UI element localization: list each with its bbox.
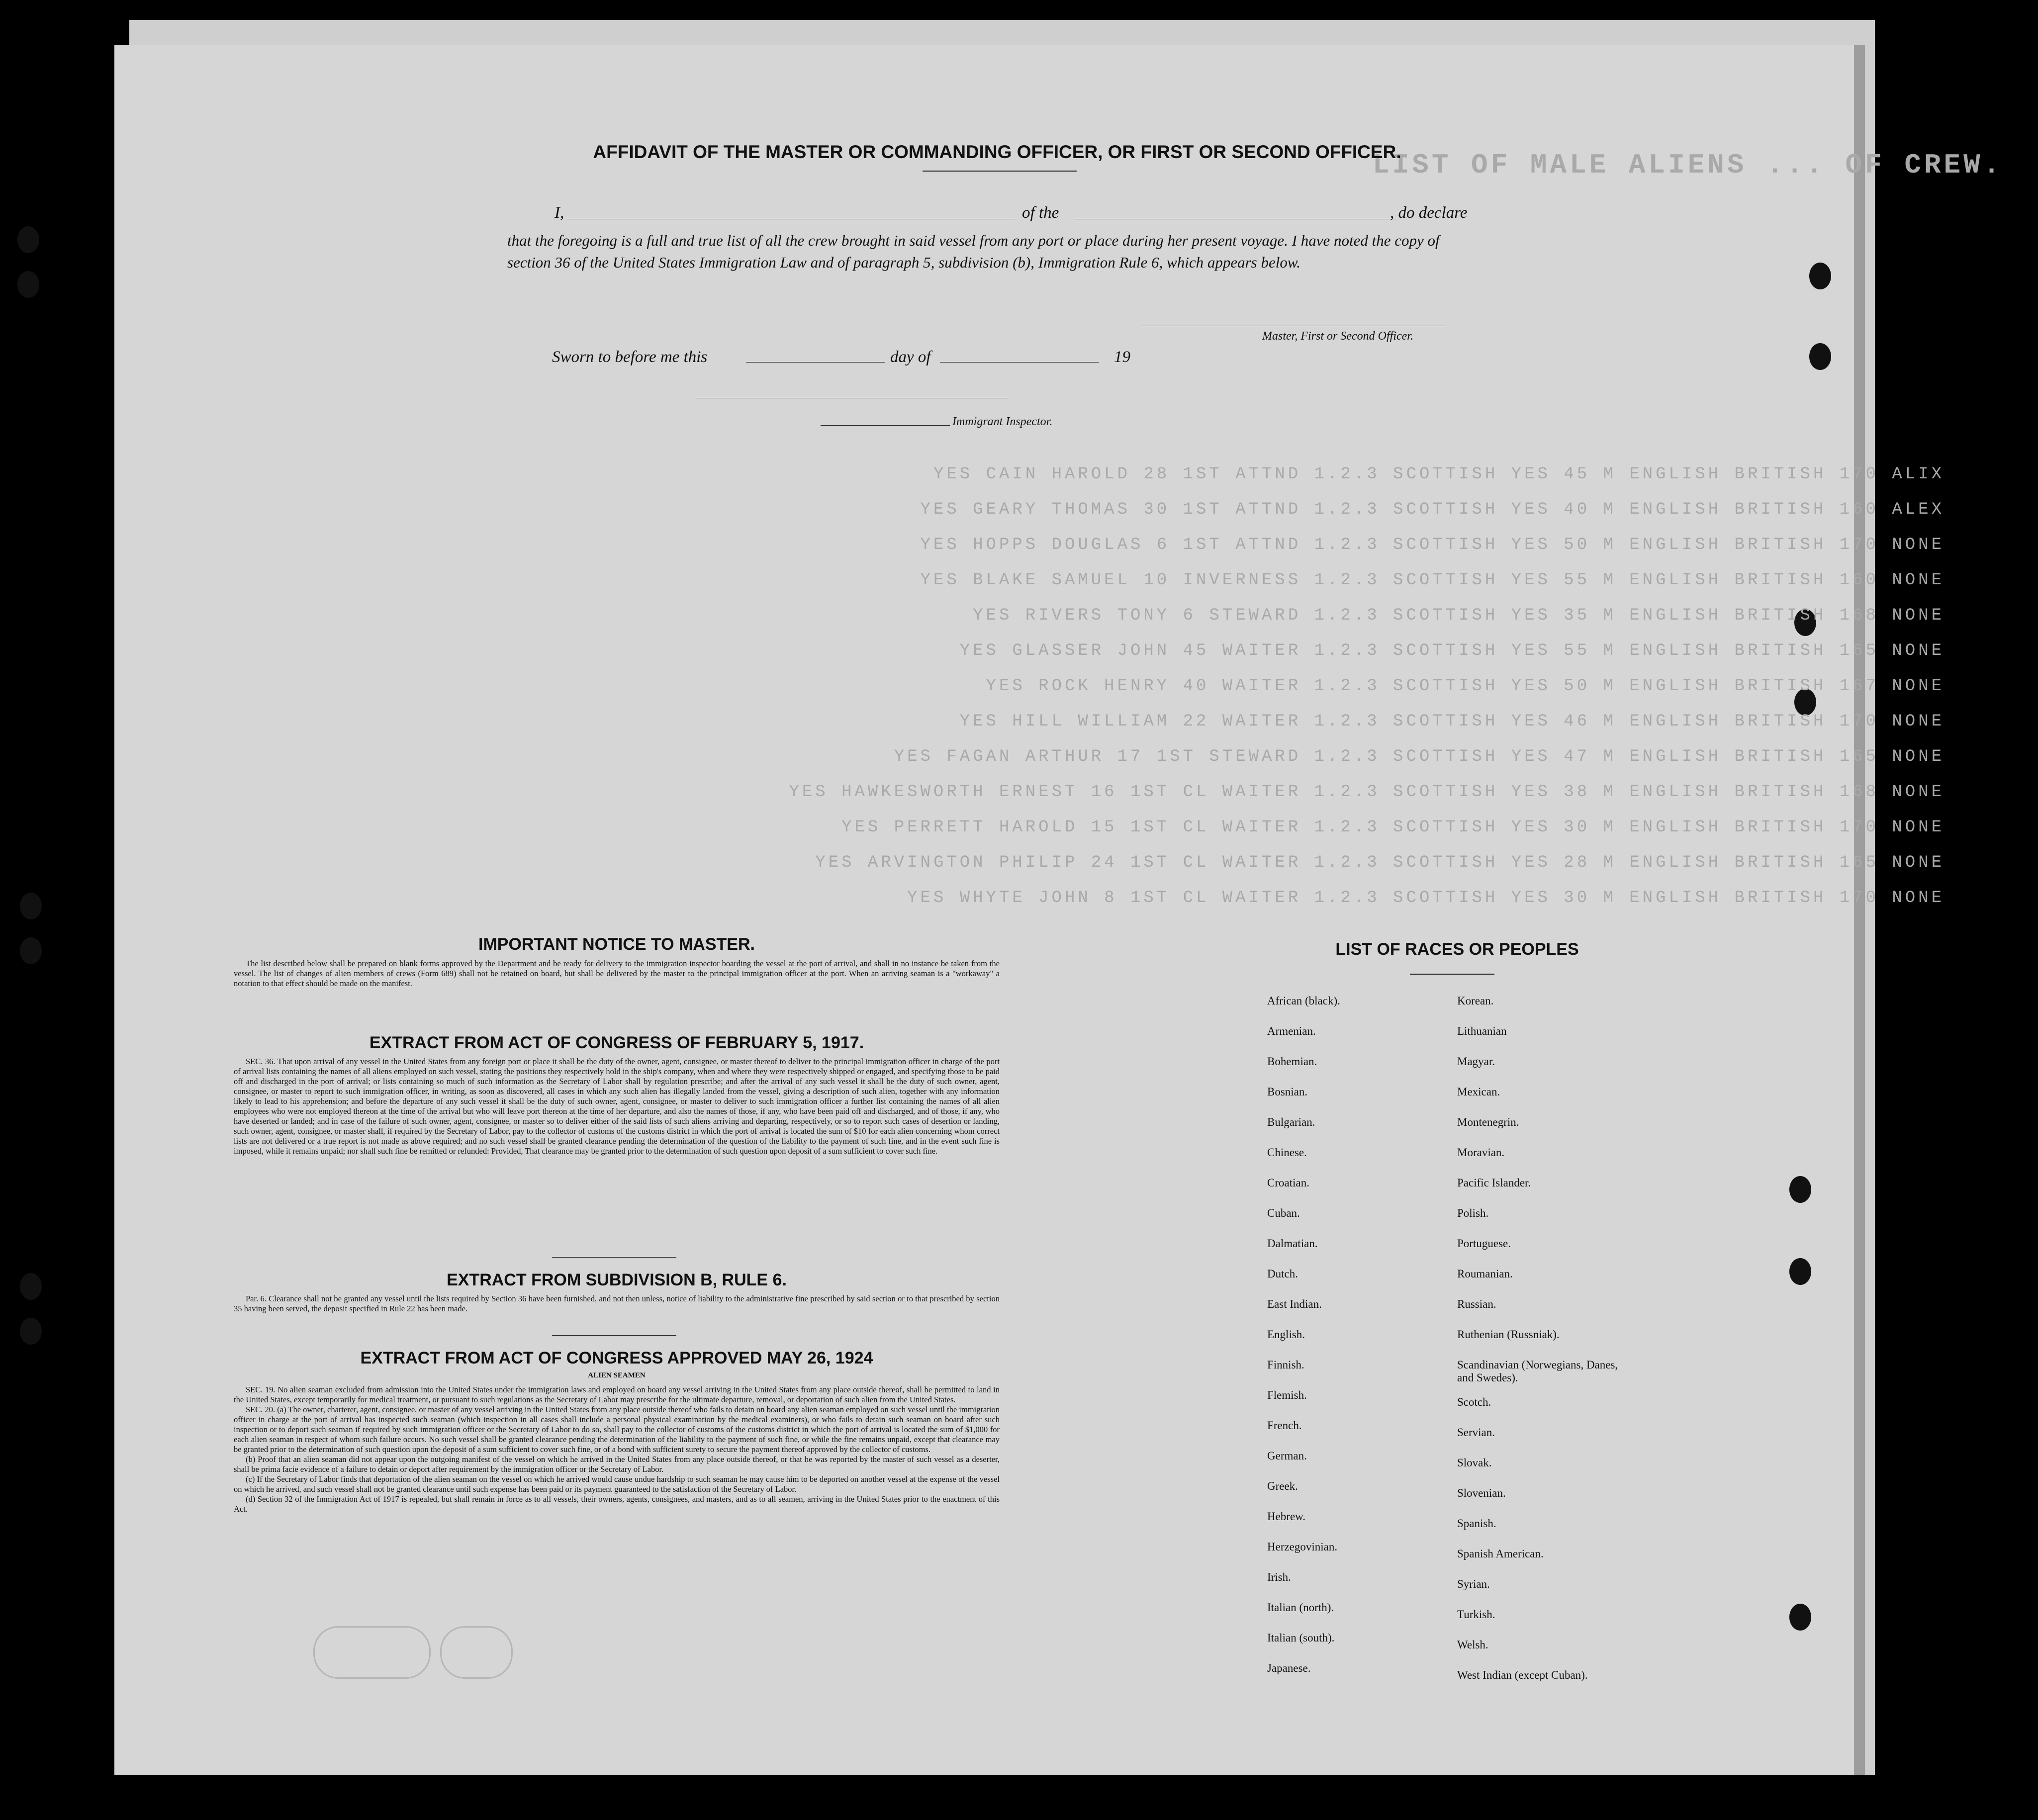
race-item: Mexican. [1457,1086,1500,1098]
bleed-through-row: YES CAIN HAROLD 28 1ST ATTND 1.2.3 SCOTTISH YES 45 M ENGLISH BRITISH 170 ALIX [933,465,1945,484]
race-item: Italian (north). [1267,1601,1334,1614]
sworn-day-line [746,362,885,363]
page-edge-shadow [1854,45,1865,1775]
race-item: West Indian (except Cuban). [1457,1669,1588,1681]
bleed-through-row: YES ARVINGTON PHILIP 24 1ST CL WAITER 1.2.3 SCOTTISH YES 28 M ENGLISH BRITISH 165 NONE [815,853,1945,872]
bleed-through-heading: LIST OF MALE ALIENS ... OF CREW. [1373,149,2003,181]
inspector-line-short [821,425,950,426]
bleed-through-row: YES ROCK HENRY 40 WAITER 1.2.3 SCOTTISH YES 50 M ENGLISH BRITISH 167 NONE [986,677,1945,696]
punch-hole [20,937,42,964]
race-item: Bohemian. [1267,1055,1317,1068]
race-item: Scotch. [1457,1396,1491,1408]
divider [552,1257,676,1258]
race-item: Japanese. [1267,1662,1311,1674]
race-item: Spanish American. [1457,1547,1544,1560]
race-item: Croatian. [1267,1177,1309,1189]
affidavit-title: AFFIDAVIT OF THE MASTER OR COMMANDING OFFICER, OR FIRST OR SECOND OFFICER. [593,142,1401,162]
bleed-through-row: YES BLAKE SAMUEL 10 INVERNESS 1.2.3 SCOTTISH YES 55 M ENGLISH BRITISH 160 NONE [920,571,1945,590]
race-item: Moravian. [1457,1146,1505,1159]
punch-hole [20,1273,42,1300]
race-item: German. [1267,1450,1307,1462]
race-item: English. [1267,1328,1305,1341]
race-item: Welsh. [1457,1638,1488,1651]
race-item: Bulgarian. [1267,1116,1315,1128]
section-36-paragraph: SEC. 36. That upon arrival of any vessel in the United States from any foreign port or place it shall be the duty of the owner, agent, consignee, or master thereof to deliver to the principal immigration officer in charge of the port of arrival lists containing the names of all aliens employed on such vessel, stating the positions they respectively hold in the ship's company, when and where they were respectively shipped or engaged, and specifying those to be paid off and discharged in the port of arrival; or lists containing so much of such information as the Secretary of Labor shall by regulation prescribe; and after the arrival of any such vessel it shall be the duty of such owner, agent, consignee, or master to report to such immigration officer, in writing, as soon as discovered, all cases in which any such alien has illegally landed from the vessel, giving a description of such alien, together with any information likely to lead to his apprehension; and before the departure of any such vessel it shall be the duty of such owner, agent, consignee, or master to deliver to such immigration officer a further list containing the names of all alien employees who were not employed thereon at the time of the arrival but who will leave port thereon at the time of her departure, and also the names of those, if any, who have been paid off and discharged, and of those, if any, who have deserted or landed; and in case of the failure of such owner, agent, consignee, or master so to deliver either of the said lists of such aliens arriving and departing, respectively, or so to report such cases of desertion or landing, such owner, agent, consignee, or master shall, if required by the Secretary of Labor, pay to the collector of customs of the customs district in which the port of arrival is located the sum of $10 for each alien concerning whom correct lists are not delivered or a true report is not made as above required; and no such vessel shall be granted clearance pending the determination of the question of the liability to the payment of such fine, and in the event such fine is imposed, while it remains unpaid; nor shall such fine be remitted or refunded: Provided, That clearance may be granted prior to the determination of such question upon deposit of a sum sufficient to cover such fine. [234,1057,1000,1156]
divider [552,1335,676,1336]
punch-hole [1809,263,1831,289]
section-20d-paragraph: (d) Section 32 of the Immigration Act of 1917 is repealed, but shall remain in force as to all vessels, their owners, agents, consignees, and masters, and as to all seamen, arriving in the United States prior to the enactment of this Act. [234,1494,1000,1514]
section-20a-paragraph: SEC. 20. (a) The owner, charterer, agent, consignee, or master of any vessel arriving in the United States from any place outside thereof who fails to detain on board any alien seaman employed on such vessel until the immigration officer in charge at the port of arrival has inspected such seaman (which inspection in all cases shall include a personal physical examination by the medical examiners), or who fails to detain such seaman on board after such inspection or to deport such seaman if required by such immigration officer or the Secretary of Labor to do so, shall pay to the collector of customs of the customs district in which the port of arrival is located the sum of $1,000 for each alien seaman in respect of whom such failure occurs. No such vessel shall be granted clearance pending the determination of the liability to the payment of such fine, or while the fine remains unpaid, except that clearance may be granted prior to the determination of such question upon the deposit of a sum sufficient to cover such fine, or of a bond with sufficient surety to secure the payment thereof approved by the collector of customs. [234,1405,1000,1454]
race-item: Armenian. [1267,1025,1316,1037]
punch-hole [17,226,39,253]
faded-stamp [440,1626,513,1679]
race-item: Servian. [1457,1426,1495,1439]
year-label: 19 [1114,348,1130,366]
sworn-month-line [940,362,1099,363]
race-item: Spanish. [1457,1517,1496,1530]
race-item: Cuban. [1267,1207,1300,1219]
punch-hole [1789,1176,1811,1203]
extract-1917-text [234,1057,1000,1156]
race-item: Syrian. [1457,1578,1490,1590]
extract-rule6-text [234,1294,1000,1314]
bleed-through-row: YES PERRETT HAROLD 15 1ST CL WAITER 1.2.3 SCOTTISH YES 30 M ENGLISH BRITISH 170 NONE [841,818,1945,837]
section-19-paragraph: SEC. 19. No alien seaman excluded from admission into the United States under the immigration laws and employed on board any vessel arriving in the United States from any place outside thereof, shall be permitted to land in the United States, except temporarily for medical treatment, or pursuant to such regulations as the Secretary of Labor may prescribe for the ultimate departure, removal, or deportation of such alien from the United States. [234,1385,1000,1404]
races-title-underline [1410,974,1494,975]
punch-hole [1789,1258,1811,1285]
extract-1924-title: EXTRACT FROM ACT OF CONGRESS APPROVED MAY 26, 1924 [360,1349,873,1367]
race-item: African (black). [1267,995,1340,1007]
notice-title: IMPORTANT NOTICE TO MASTER. [478,935,755,954]
race-item: Herzegovinian. [1267,1541,1338,1553]
race-item: Hebrew. [1267,1510,1306,1523]
race-item: Flemish. [1267,1389,1307,1401]
race-item: Irish. [1267,1571,1291,1583]
race-item: Dalmatian. [1267,1237,1318,1250]
bleed-through-row: YES GLASSER JOHN 45 WAITER 1.2.3 SCOTTISH YES 55 M ENGLISH BRITISH 165 NONE [959,641,1945,660]
punch-hole [17,271,39,298]
document-page [114,45,1865,1775]
race-item: Lithuanian [1457,1025,1507,1037]
par-6-paragraph: Par. 6. Clearance shall not be granted any vessel until the lists required by Section 36 have been furnished, and not then unless, notice of liability to the administrative fine prescribed by said section or to that prescribed by section 35 having been served, the deposit specified in Rule 22 has been made. [234,1294,1000,1313]
race-item: Pacific Islander. [1457,1177,1531,1189]
race-item: Italian (south). [1267,1632,1335,1644]
bleed-through-row: YES FAGAN ARTHUR 17 1ST STEWARD 1.2.3 SCOTTISH YES 47 M ENGLISH BRITISH 165 NONE [894,747,1945,766]
race-item: Slovenian. [1457,1487,1506,1499]
race-item: Greek. [1267,1480,1298,1492]
section-20c-paragraph: (c) If the Secretary of Labor finds that deportation of the alien seaman on the vessel on which he arrived would cause undue hardship to such seaman he may cause him to be deported on another vessel at the expense of the vessel on which he arrived, and such vessel shall not be granted clearance until such expense has been paid or its payment guaranteed to the satisfaction of the Secretary of Labor. [234,1474,1000,1494]
faded-stamp [313,1626,431,1679]
do-declare-label: , do declare [1390,204,1468,222]
bleed-through-row: YES HOPPS DOUGLAS 6 1ST ATTND 1.2.3 SCOTTISH YES 50 M ENGLISH BRITISH 170 NONE [920,536,1945,554]
race-item: Turkish. [1457,1608,1495,1621]
races-title: LIST OF RACES OR PEOPLES [1335,940,1579,959]
master-signature-label: Master, First or Second Officer. [1262,330,1413,343]
punch-hole [20,1318,42,1345]
race-item: East Indian. [1267,1298,1322,1310]
affidavit-statement: that the foregoing is a full and true list of all the crew brought in said vessel from any port or place during her present voyage. I have noted the copy of section 36 of the United States Immigration Law and of paragraph 5, subdivision (b), Immigration Rule 6, which appears below. [507,232,1440,271]
extract-1924-text [234,1385,1000,1514]
race-item: Polish. [1457,1207,1489,1219]
bleed-through-row: YES HAWKESWORTH ERNEST 16 1ST CL WAITER 1.2.3 SCOTTISH YES 38 M ENGLISH BRITISH 168 NONE [789,783,1945,802]
bleed-through-row: YES WHYTE JOHN 8 1ST CL WAITER 1.2.3 SCOTTISH YES 30 M ENGLISH BRITISH 170 NONE [907,889,1945,908]
race-item: Russian. [1457,1298,1496,1310]
race-item: Chinese. [1267,1146,1307,1159]
of-the-label: of the [1022,204,1059,222]
extract-rule6-title: EXTRACT FROM SUBDIVISION B, RULE 6. [447,1271,787,1289]
extract-1917-title: EXTRACT FROM ACT OF CONGRESS OF FEBRUARY 5, 1917. [369,1033,864,1052]
day-of-label: day of [890,348,931,366]
race-item: Scandinavian (Norwegians, Danes, and Swedes). [1457,1359,1618,1384]
race-item: Korean. [1457,995,1494,1007]
race-item: Magyar. [1457,1055,1495,1068]
notice-text [234,959,1000,989]
title-underline [923,171,1077,172]
race-item: Roumanian. [1457,1268,1513,1280]
race-item: Ruthenian (Russniak). [1457,1328,1560,1341]
race-item: Slovak. [1457,1456,1492,1469]
race-item: Finnish. [1267,1359,1304,1371]
notice-paragraph: The list described below shall be prepared on blank forms approved by the Department and be ready for delivery to the immigration inspector boarding the vessel at the port of arrival, and shall in no instance be taken from the vessel. The list of changes of alien members of crews (Form 689) shall not be retained on board, but shall be delivered by the master to the principal immigration officer at the port. When an arriving seaman is a "workaway" a notation to that effect should be made on the manifest. [234,959,1000,988]
i-label: I, [555,204,564,222]
race-item: Montenegrin. [1457,1116,1519,1128]
punch-hole [1789,1604,1811,1631]
race-item: Portuguese. [1457,1237,1511,1250]
race-item: Dutch. [1267,1268,1298,1280]
alien-seamen-subtitle: ALIEN SEAMEN [588,1371,646,1379]
sworn-label: Sworn to before me this [552,348,708,366]
section-20b-paragraph: (b) Proof that an alien seaman did not appear upon the outgoing manifest of the vessel on which he arrived in the United States from any place outside thereof, or that he was reported by the master of such vessel as a deserter, shall be prima facie evidence of a failure to detain or deport after requirement by the immigration officer or the Secretary of Labor. [234,1455,1000,1474]
inspector-label: Immigrant Inspector. [952,415,1053,428]
punch-hole [1809,343,1831,370]
bleed-through-row: YES RIVERS TONY 6 STEWARD 1.2.3 SCOTTISH YES 35 M ENGLISH BRITISH 168 NONE [973,606,1945,625]
race-item: Bosnian. [1267,1086,1308,1098]
punch-hole [20,893,42,919]
bleed-through-row: YES GEARY THOMAS 30 1ST ATTND 1.2.3 SCOTTISH YES 40 M ENGLISH BRITISH 160 ALEX [920,500,1945,519]
bleed-through-row: YES HILL WILLIAM 22 WAITER 1.2.3 SCOTTISH YES 46 M ENGLISH BRITISH 170 NONE [959,712,1945,731]
race-item: French. [1267,1419,1302,1432]
